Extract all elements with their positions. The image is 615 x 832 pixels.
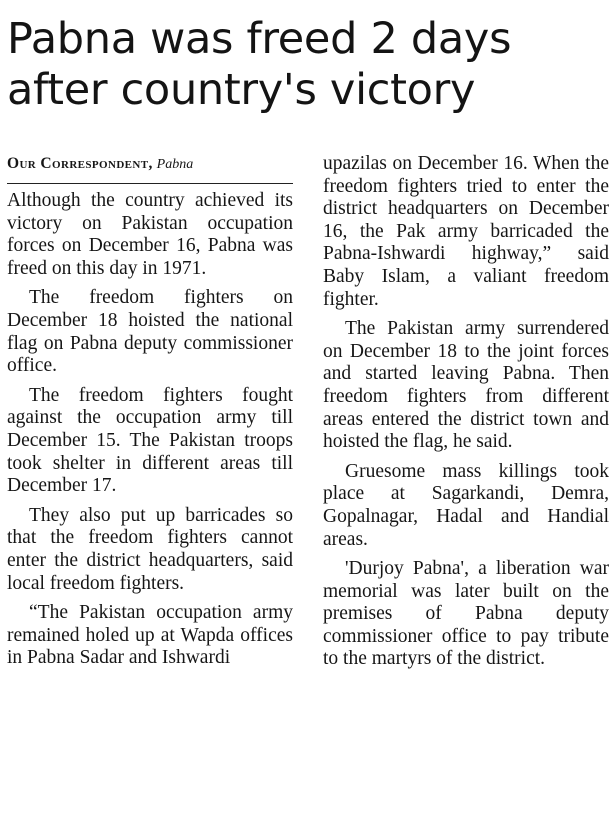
byline-author: Our Correspondent, — [7, 155, 153, 172]
paragraph: The Pakistan army surrendered on December 18 to the joint forces and started leaving Pabna. Then freedom fighters from different areas entered the district town and hoisted the flag, he said. — [323, 318, 609, 453]
paragraph: Gruesome mass killings took place at Sagarkandi, Demra, Gopalnagar, Hadal and Handial areas. — [323, 460, 609, 550]
paragraph: upazilas on December 16. When the freedom fighters tried to enter the district headquarters on December 16, the Pak army barricaded the Pabna-Ishwardi highway,” said Baby Islam, a valiant freedom fighter. — [323, 153, 609, 310]
paragraph: Although the country achieved its victory on Pakistan occupation forces on December 16, Pabna was freed on this day in 1971. — [7, 190, 293, 279]
headline-line-1: Pabna was freed 2 days — [7, 14, 512, 64]
headline-line-2: after country's victory — [7, 65, 476, 115]
paragraph: The freedom fighters on December 18 hoisted the national flag on Pabna deputy commissioner office. — [7, 287, 293, 377]
column-right — [323, 150, 609, 678]
paragraph: They also put up barricades so that the freedom fighters cannot enter the district headquarters, said local freedom fighters. — [7, 504, 293, 594]
paragraph: “The Pakistan occupation army remained holed up at Wapda offices in Pabna Sadar and Ishwardi — [7, 602, 293, 669]
byline — [7, 154, 293, 184]
paragraph: The freedom fighters fought against the occupation army till December 15. The Pakistan troops took shelter in different areas till December 17. — [7, 384, 293, 497]
article-headline — [7, 0, 609, 116]
paragraph: 'Durjoy Pabna', a liberation war memorial was later built on the premises of Pabna deputy commissioner office to pay tribute to the martyrs of the district. — [323, 558, 609, 670]
article-body — [7, 150, 609, 678]
byline-location: Pabna — [156, 157, 194, 172]
column-left — [7, 150, 293, 678]
